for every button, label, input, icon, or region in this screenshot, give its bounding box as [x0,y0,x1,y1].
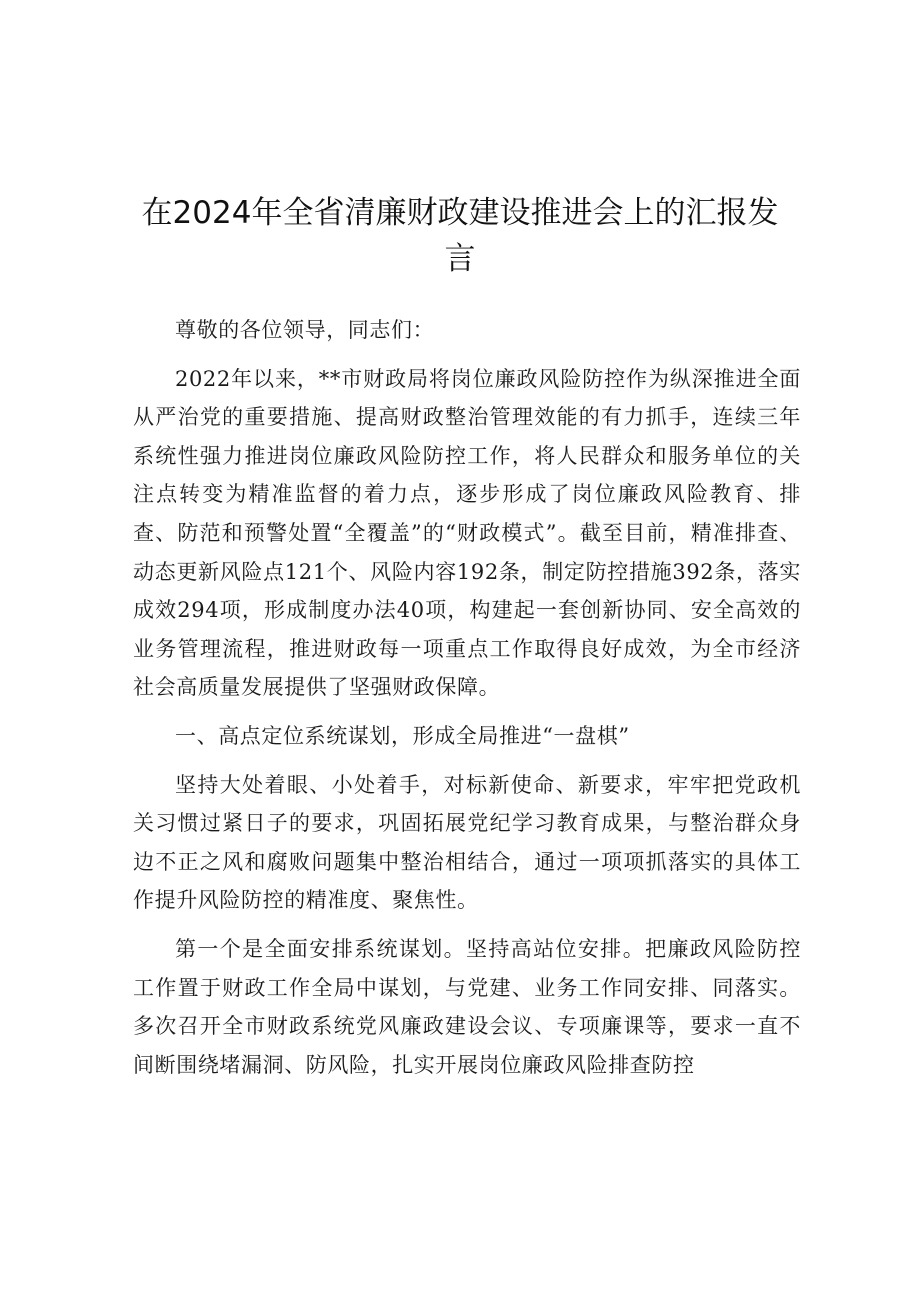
paragraph-subsection-1: 第一个是全面安排系统谋划。坚持高站位安排。把廉政风险防控工作置于财政工作全局中谋划，与党建、业务工作同安排、同落实。多次召开全市财政系统党风廉政建设会议、专项廉课等，要求一直不间断围绕堵漏洞、防风险，扎实开展岗位廉政风险排查防控 [133,936,801,1077]
paragraph-section-1: 坚持大处着眼、小处着手，对标新使命、新要求，牢牢把党政机关习惯过紧日子的要求，巩固拓展党纪学习教育成果，与整治群众身边不正之风和腐败问题集中整治相结合，通过一项项抓落实的具体工作提升风险防控的精准度、聚焦性。 [133,772,801,913]
document-title: 在2024年全省清廉财政建设推进会上的汇报发言 [141,195,779,277]
paragraph-intro: 2022年以来，**市财政局将岗位廉政风险防控作为纵深推进全面从严治党的重要措施、提高财政整治管理效能的有力抓手，连续三年系统性强力推进岗位廉政风险防控工作，将人民群众和服务单位的关注点转变为精准监督的着力点，逐步形成了岗位廉政风险教育、排查、防范和预警处置“全覆盖”的“财政模式”。截至目前，精准排查、动态更新风险点121个、风险内容192条，制定防控措施392条，落实成效294项，形成制度办法40项，构建起一套创新协同、安全高效的业务管理流程，推进财政每一项重点工作取得良好成效，为全市经济社会高质量发展提供了坚强财政保障。 [133,366,801,700]
document-body [133,311,801,1084]
section-heading-1: 一、高点定位系统谋划，形成全局推进“一盘棋” [175,723,630,748]
greeting: 尊敬的各位领导，同志们： [175,318,435,342]
